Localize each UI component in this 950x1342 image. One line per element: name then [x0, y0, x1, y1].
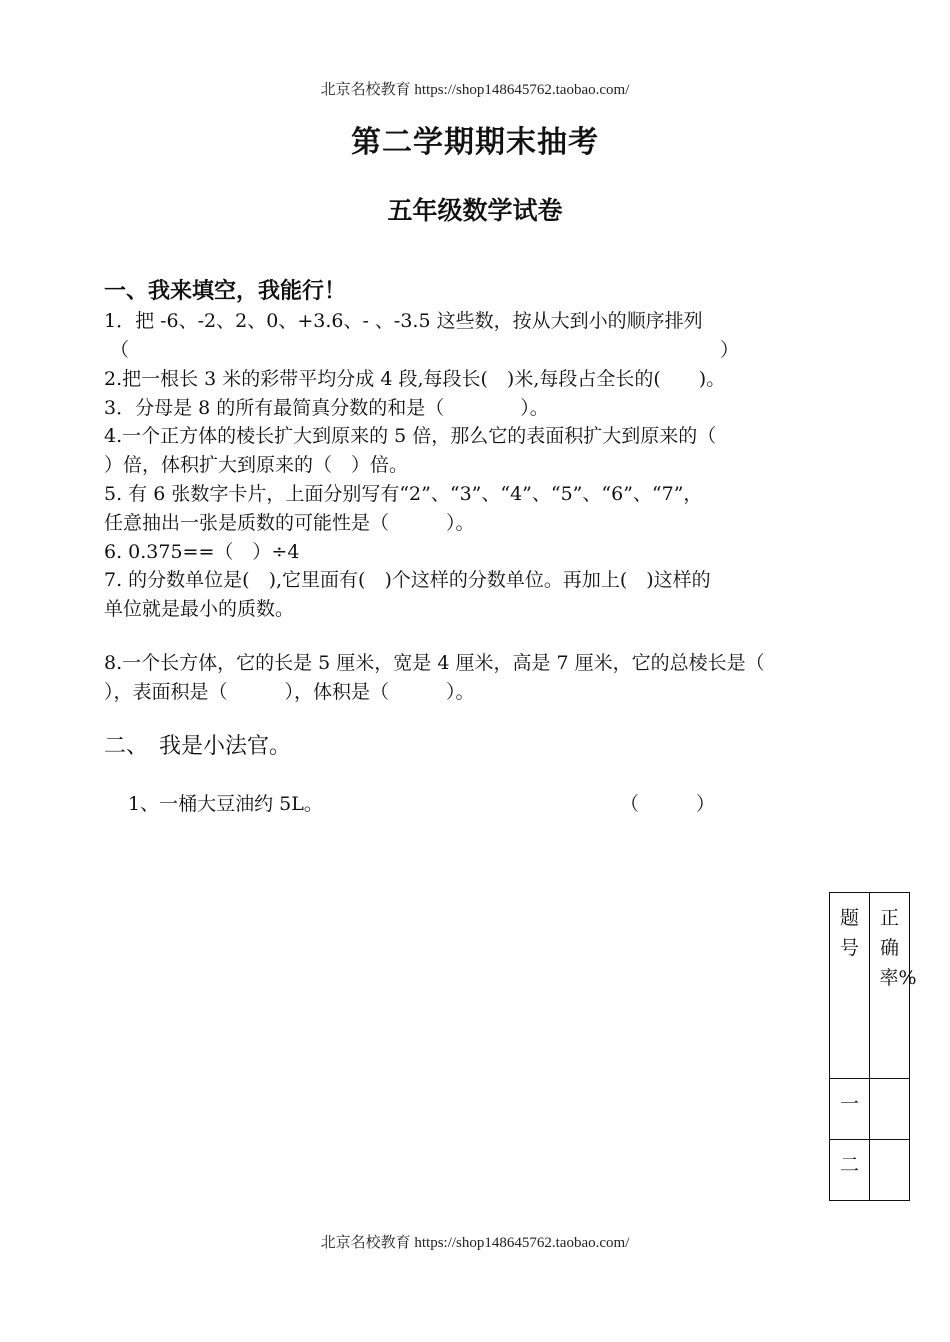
score-col-header-number: 题号 — [830, 893, 870, 1079]
page-header: 北京名校教育 https://shop148645762.taobao.com/ — [320, 82, 630, 98]
question-4-line2: ）倍，体积扩大到原来的（ ）倍。 — [104, 454, 409, 476]
section1-heading: 一、我来填空，我能行！ — [104, 278, 347, 304]
score-row-label: 二 — [830, 1140, 870, 1201]
judge-question-1: 1、一桶大豆油约 5L。 — [128, 793, 323, 815]
question-7-line2: 单位就是最小的质数。 — [104, 598, 295, 620]
page-footer: 北京名校教育 https://shop148645762.taobao.com/ — [320, 1235, 630, 1251]
question-8-line2: ），表面积是（ ），体积是（ ）。 — [104, 681, 475, 703]
score-row-label: 一 — [830, 1079, 870, 1140]
question-3: 3．分母是 8 的所有最简真分数的和是（ ）。 — [104, 397, 549, 419]
score-row-value — [870, 1079, 910, 1140]
question-6: 6. 0.375==（ ）÷4 — [104, 541, 300, 563]
score-row-value — [870, 1140, 910, 1201]
question-4-line1: 4.一个正方体的棱长扩大到原来的 5 倍，那么它的表面积扩大到原来的（ — [104, 425, 717, 447]
question-8-line1: 8.一个长方体，它的长是 5 厘米，宽是 4 厘米，高是 7 厘米，它的总棱长是（ — [104, 652, 765, 674]
question-1-open-paren: （ — [110, 339, 130, 361]
question-5-line1: 5. 有 6 张数字卡片，上面分别写有“2”、“3”、“4”、“5”、“6”、“7”， — [104, 483, 703, 505]
score-table — [829, 892, 917, 1201]
question-5-line2: 任意抽出一张是质数的可能性是（ ）。 — [104, 512, 475, 534]
question-1-close-paren: ） — [720, 339, 740, 361]
question-7-line1: 7. 的分数单位是( ),它里面有( )个这样的分数单位。再加上( )这样的 — [104, 569, 711, 591]
question-1-line1: 1．把 -6、-2、2、0、+3.6、- 、-3.5 这些数，按从大到小的顺序排列 — [104, 310, 703, 332]
score-col-header-accuracy: 正确率% — [870, 893, 910, 1079]
section2-heading: 二、 我是小法官。 — [104, 734, 292, 759]
judge-question-1-blank: （ ） — [620, 793, 716, 815]
exam-subtitle: 五年级数学试卷 — [387, 196, 563, 225]
question-2: 2.把一根长 3 米的彩带平均分成 4 段,每段长( )米,每段占全长的( )。 — [104, 368, 726, 390]
exam-title: 第二学期期末抽考 — [351, 125, 599, 160]
